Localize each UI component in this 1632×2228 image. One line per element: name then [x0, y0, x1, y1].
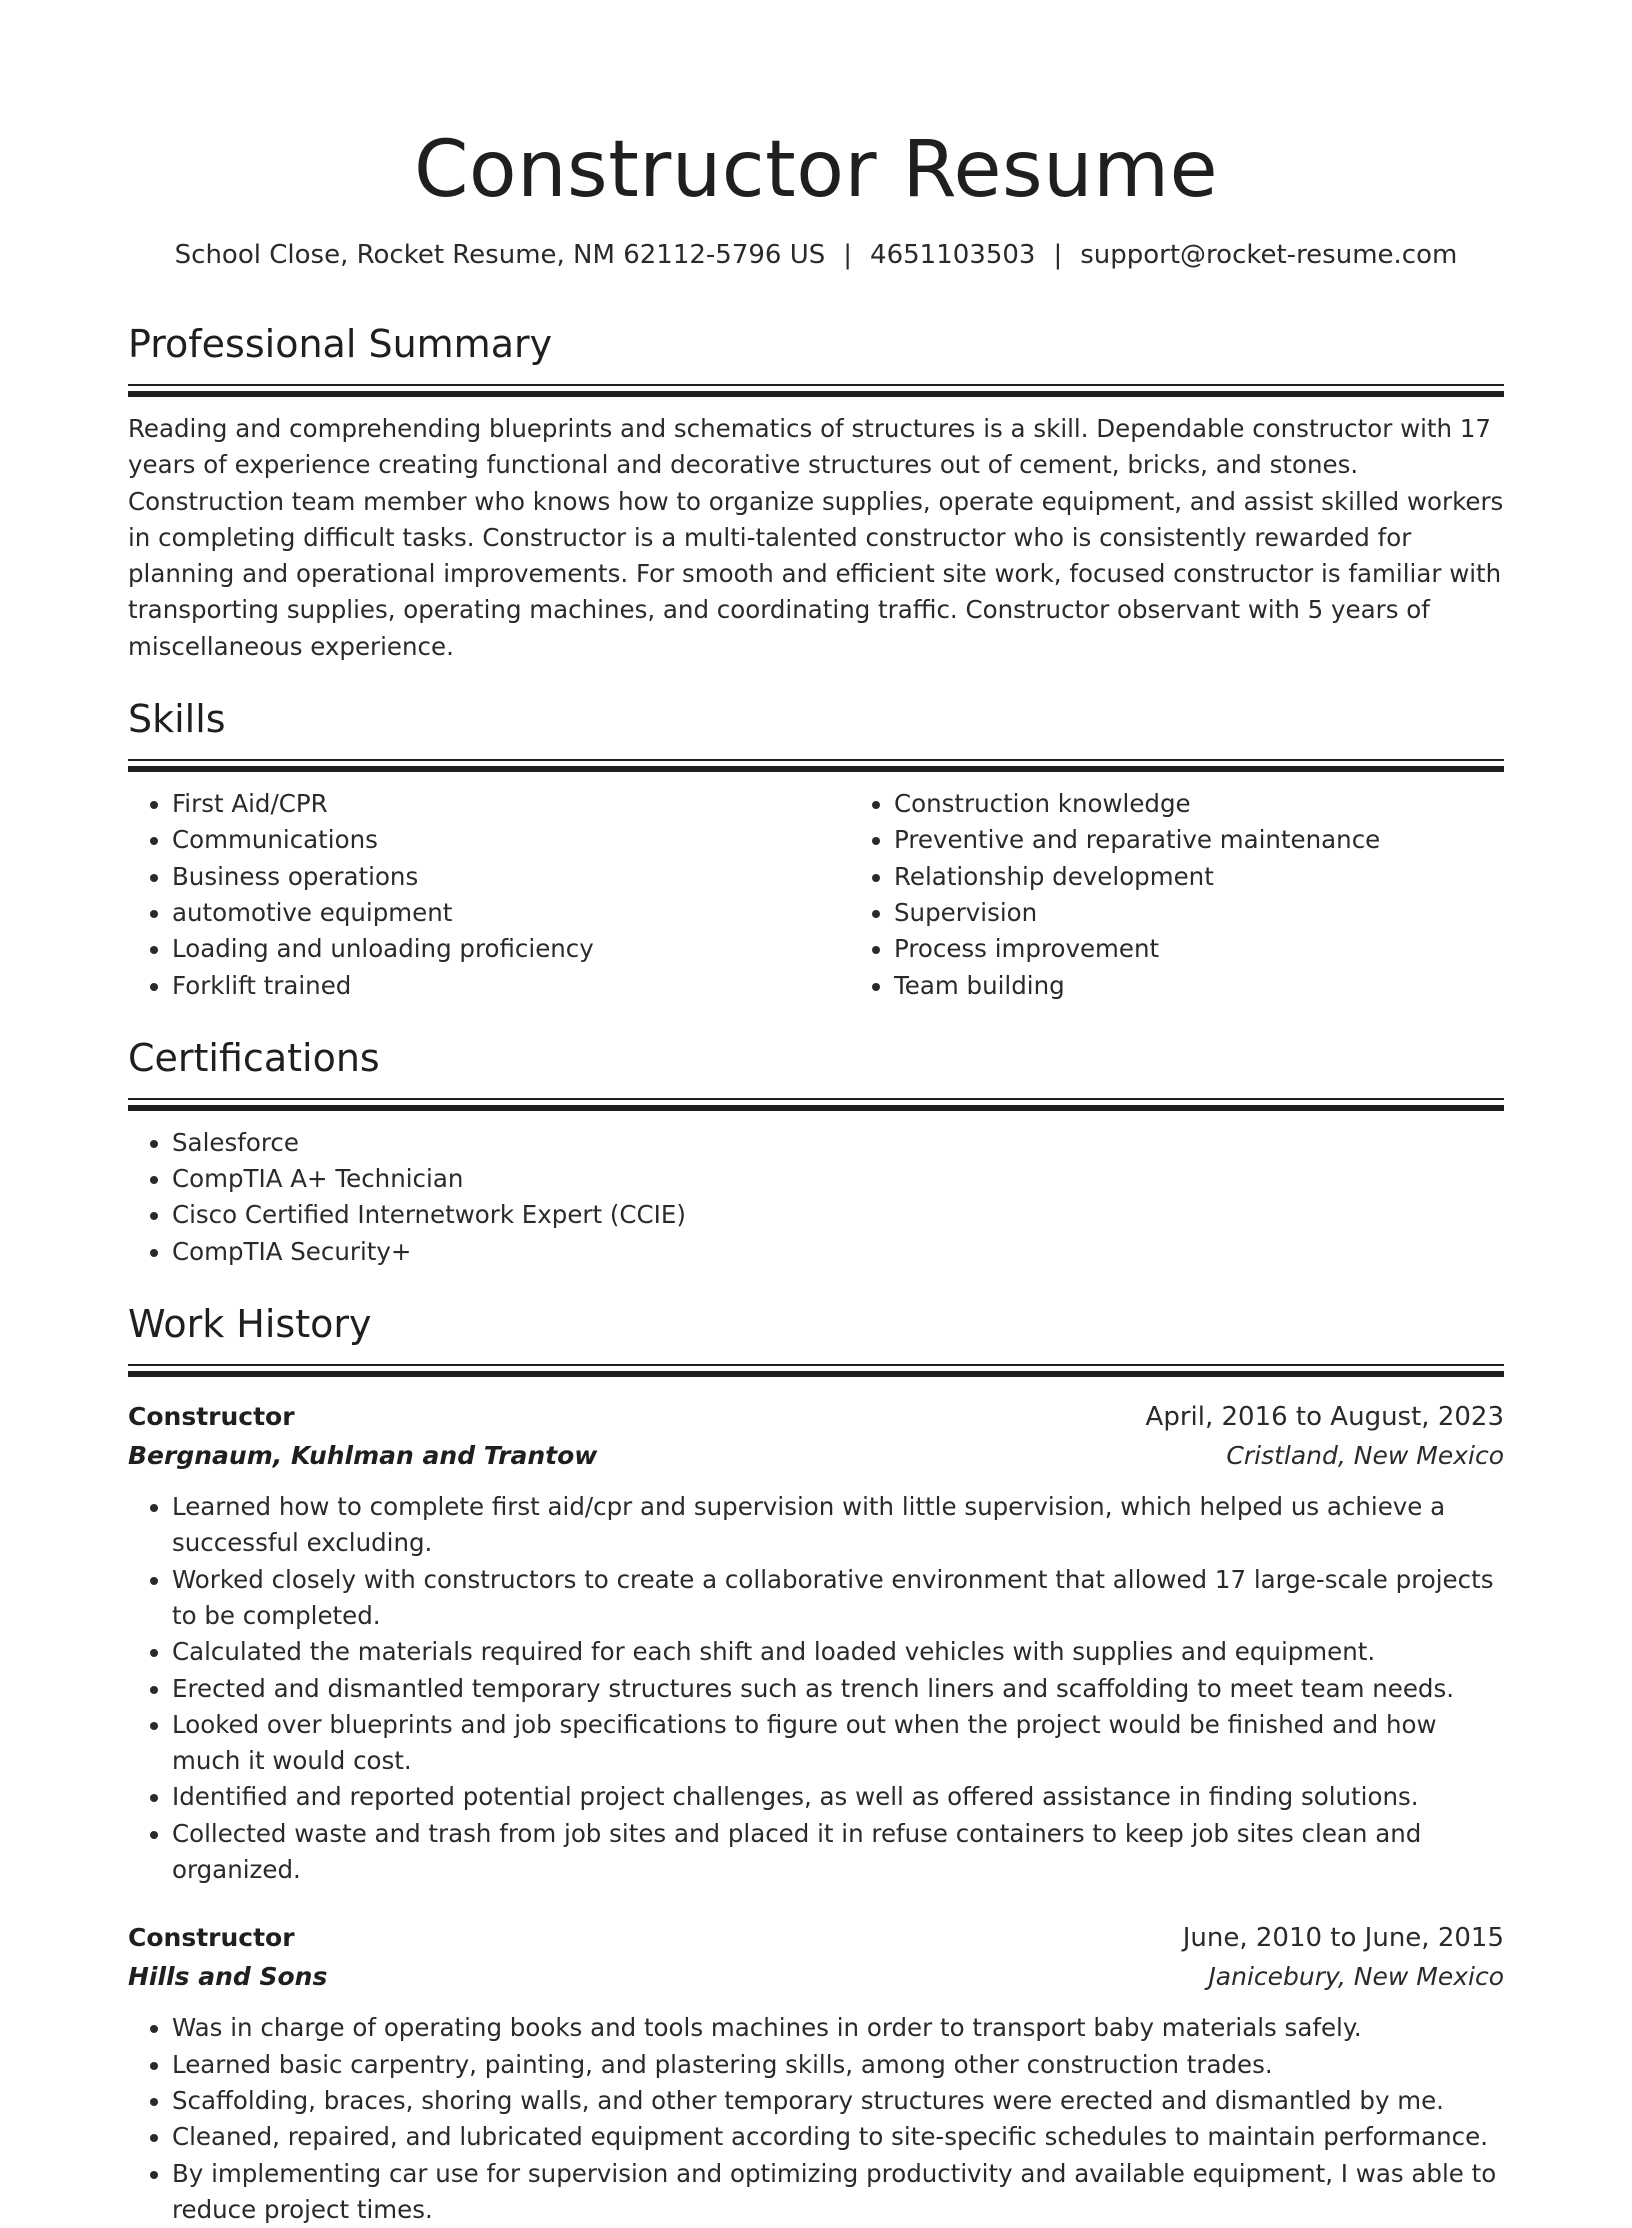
job-bullet: • Identified and reported potential project challenges, as well as offered assistance in finding solutions.: [172, 1779, 1504, 1815]
contact-line: [128, 238, 1504, 272]
section-divider: [128, 384, 1504, 397]
section-divider: [128, 1364, 1504, 1377]
skills-list-right: [850, 786, 1504, 1004]
certifications-heading: Certifications: [128, 1034, 1504, 1082]
skill-item: • Preventive and reparative maintenance: [894, 822, 1504, 858]
job-bullet: • Collected waste and trash from job sites and placed it in refuse containers to keep job sites clean and organized.: [172, 1816, 1504, 1889]
job-bullet: • Erected and dismantled temporary structures such as trench liners and scaffolding to meet team needs.: [172, 1671, 1504, 1707]
job-company: Bergnaum, Kuhlman and Trantow: [128, 1437, 597, 1475]
skill-item: • Communications: [172, 822, 850, 858]
section-divider: [128, 759, 1504, 772]
certification-item: • CompTIA Security+: [172, 1234, 1504, 1270]
skill-item: • Loading and unloading proficiency: [172, 931, 850, 967]
job-entry: [128, 1397, 1504, 1888]
contact-email: support@rocket-resume.com: [1080, 240, 1457, 270]
job-location: Cristland, New Mexico: [1226, 1437, 1504, 1475]
skill-item: • First Aid/CPR: [172, 786, 850, 822]
certifications-list: [128, 1125, 1504, 1270]
resume-title: Constructor Resume: [128, 0, 1504, 218]
job-bullet: • By implementing car use for supervision and optimizing productivity and available equipment, I was able to reduce project times.: [172, 2156, 1504, 2228]
skill-item: • Relationship development: [894, 859, 1504, 895]
job-bullet: • Looked over blueprints and job specifications to figure out when the project would be finished and how much it would cost.: [172, 1707, 1504, 1780]
contact-separator: |: [1053, 240, 1062, 270]
job-title: Constructor: [128, 1918, 295, 1958]
job-bullets: [128, 1489, 1504, 1888]
certification-item: • Cisco Certified Internetwork Expert (CCIE): [172, 1197, 1504, 1233]
job-bullet: • Cleaned, repaired, and lubricated equipment according to site-specific schedules to maintain performance.: [172, 2119, 1504, 2155]
job-dates: June, 2010 to June, 2015: [1183, 1918, 1504, 1958]
job-bullet: • Scaffolding, braces, shoring walls, and other temporary structures were erected and dismantled by me.: [172, 2083, 1504, 2119]
skill-item: • Forklift trained: [172, 968, 850, 1004]
job-company: Hills and Sons: [128, 1958, 327, 1996]
work-history-section: [128, 1300, 1504, 2228]
summary-heading: Professional Summary: [128, 320, 1504, 368]
job-bullets: [128, 2010, 1504, 2228]
certification-item: • Salesforce: [172, 1125, 1504, 1161]
contact-address: School Close, Rocket Resume, NM 62112-5796 US: [175, 240, 826, 270]
section-divider: [128, 1098, 1504, 1111]
summary-text: Reading and comprehending blueprints and schematics of structures is a skill. Dependable constructor with 17 years of experience creating functional and decorative structures out of cement, bricks, and stones. Construction team member who knows how to organize supplies, operate equipment, and assist skilled workers in completing difficult tasks. Constructor is a multi-talented constructor who is consistently rewarded for planning and operational improvements. For smooth and efficient site work, focused constructor is familiar with transporting supplies, operating machines, and coordinating traffic. Constructor observant with 5 years of miscellaneous experience.: [128, 411, 1504, 665]
skills-list-left: [128, 786, 850, 1004]
certification-item: • CompTIA A+ Technician: [172, 1161, 1504, 1197]
skill-item: • Process improvement: [894, 931, 1504, 967]
skill-item: • Supervision: [894, 895, 1504, 931]
contact-separator: |: [843, 240, 852, 270]
job-bullet: • Worked closely with constructors to create a collaborative environment that allowed 17 large-scale projects to be completed.: [172, 1562, 1504, 1635]
job-bullet: • Calculated the materials required for each shift and loaded vehicles with supplies and equipment.: [172, 1634, 1504, 1670]
job-location: Janicebury, New Mexico: [1208, 1958, 1504, 1996]
summary-section: [128, 320, 1504, 665]
contact-phone: 4651103503: [870, 240, 1035, 270]
job-entry: [128, 1918, 1504, 2228]
work-history-heading: Work History: [128, 1300, 1504, 1348]
skill-item: • automotive equipment: [172, 895, 850, 931]
job-bullet: • Was in charge of operating books and tools machines in order to transport baby materials safely.: [172, 2010, 1504, 2046]
skills-columns: [128, 786, 1504, 1004]
skills-heading: Skills: [128, 695, 1504, 743]
skill-item: • Team building: [894, 968, 1504, 1004]
job-title: Constructor: [128, 1397, 295, 1437]
skill-item: • Construction knowledge: [894, 786, 1504, 822]
skills-section: [128, 695, 1504, 1004]
job-dates: April, 2016 to August, 2023: [1146, 1397, 1504, 1437]
skill-item: • Business operations: [172, 859, 850, 895]
certifications-section: [128, 1034, 1504, 1270]
job-bullet: • Learned how to complete first aid/cpr and supervision with little supervision, which helped us achieve a successful excluding.: [172, 1489, 1504, 1562]
job-bullet: • Learned basic carpentry, painting, and plastering skills, among other construction trades.: [172, 2047, 1504, 2083]
